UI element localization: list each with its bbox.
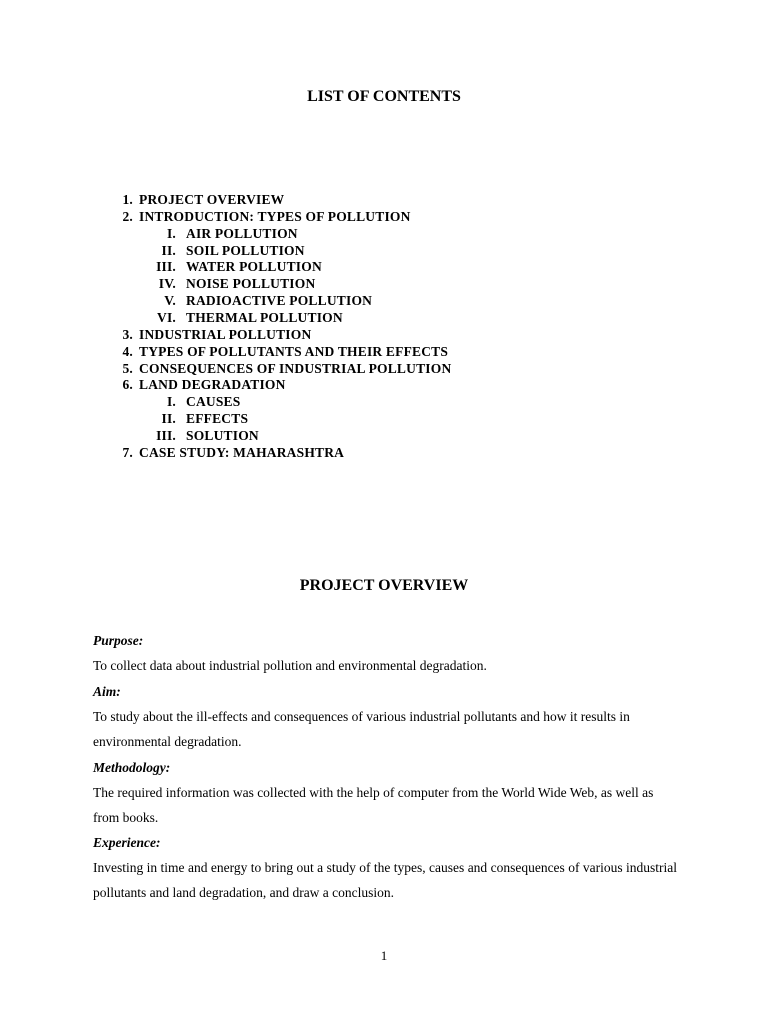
toc-item-number: I. <box>166 394 176 410</box>
toc-item-label: WATER POLLUTION <box>186 259 322 275</box>
toc-item <box>161 242 305 259</box>
toc-item-number: 1. <box>122 192 133 207</box>
toc-item-label: CAUSES <box>186 394 241 410</box>
toc-item <box>122 444 345 461</box>
methodology-label: Methodology: <box>93 760 171 775</box>
methodology-text: The required information was collected with the help of computer from the World Wide Web, as well as from books. <box>93 785 654 825</box>
toc-item-label: NOISE POLLUTION <box>186 276 316 292</box>
toc-item-number: II. <box>161 411 176 427</box>
toc-item <box>122 326 312 343</box>
toc-item-label: LAND DEGRADATION <box>139 377 286 393</box>
toc-item <box>122 360 452 377</box>
aim-section <box>93 680 677 754</box>
toc-item <box>122 343 449 360</box>
toc-item-number: II. <box>161 242 176 258</box>
toc-item-number: III. <box>156 259 176 275</box>
experience-label: Experience: <box>93 835 161 850</box>
toc-item-number: 6. <box>122 377 133 393</box>
overview-title: PROJECT OVERVIEW <box>299 577 469 594</box>
toc-item <box>166 393 241 410</box>
toc-item-label: TYPES OF POLLUTANTS AND THEIR EFFECTS <box>139 343 449 359</box>
toc-item <box>158 275 316 292</box>
toc-item-label: SOLUTION <box>186 427 259 443</box>
toc-item-label: PROJECT OVERVIEW <box>139 192 285 207</box>
aim-label: Aim: <box>93 684 121 699</box>
toc-item <box>164 292 373 309</box>
toc-item-label: INTRODUCTION: TYPES OF POLLUTION <box>139 208 411 224</box>
toc-item <box>161 410 249 427</box>
experience-text: Investing in time and energy to bring out a study of the types, causes and consequences of various industrial pollutants and land degradation, and draw a conclusion. <box>93 860 677 900</box>
toc-item-number: 4. <box>122 343 133 359</box>
methodology-section <box>93 756 677 830</box>
toc-item-number: IV. <box>158 276 176 292</box>
experience-section <box>93 831 677 905</box>
toc-title: LIST OF CONTENTS <box>307 88 461 105</box>
toc-item <box>166 225 298 242</box>
purpose-text: To collect data about industrial pollution and environmental degradation. <box>93 658 487 673</box>
toc-item-number: I. <box>166 225 176 241</box>
purpose-section <box>93 629 677 678</box>
toc-item-number: 2. <box>122 208 133 224</box>
toc-item-label: THERMAL POLLUTION <box>186 309 343 325</box>
toc-item <box>156 427 259 444</box>
toc-item <box>157 309 343 326</box>
toc-item <box>122 208 411 225</box>
page-number: 1 <box>380 948 388 963</box>
toc-item-label: RADIOACTIVE POLLUTION <box>186 293 373 309</box>
toc-item-number: 7. <box>122 444 133 460</box>
toc-item-label: INDUSTRIAL POLLUTION <box>139 326 312 342</box>
toc-item <box>156 258 322 275</box>
toc-item-label: CONSEQUENCES OF INDUSTRIAL POLLUTION <box>139 360 452 376</box>
toc-item <box>122 376 286 393</box>
toc-item-label: AIR POLLUTION <box>186 225 298 241</box>
aim-text: To study about the ill-effects and consequences of various industrial pollutants and how it results in environmental degradation. <box>93 709 630 749</box>
toc-item-label: EFFECTS <box>186 411 249 427</box>
toc-item-label: CASE STUDY: MAHARASHTRA <box>139 444 345 460</box>
toc-item-number: VI. <box>157 309 176 325</box>
toc-item-number: 5. <box>122 360 133 376</box>
toc-item-label: SOIL POLLUTION <box>186 242 305 258</box>
toc-item-number: V. <box>164 293 176 309</box>
toc-item-number: III. <box>156 427 176 443</box>
toc-item <box>122 191 285 208</box>
toc-item-number: 3. <box>122 326 133 342</box>
purpose-label: Purpose: <box>93 633 144 648</box>
